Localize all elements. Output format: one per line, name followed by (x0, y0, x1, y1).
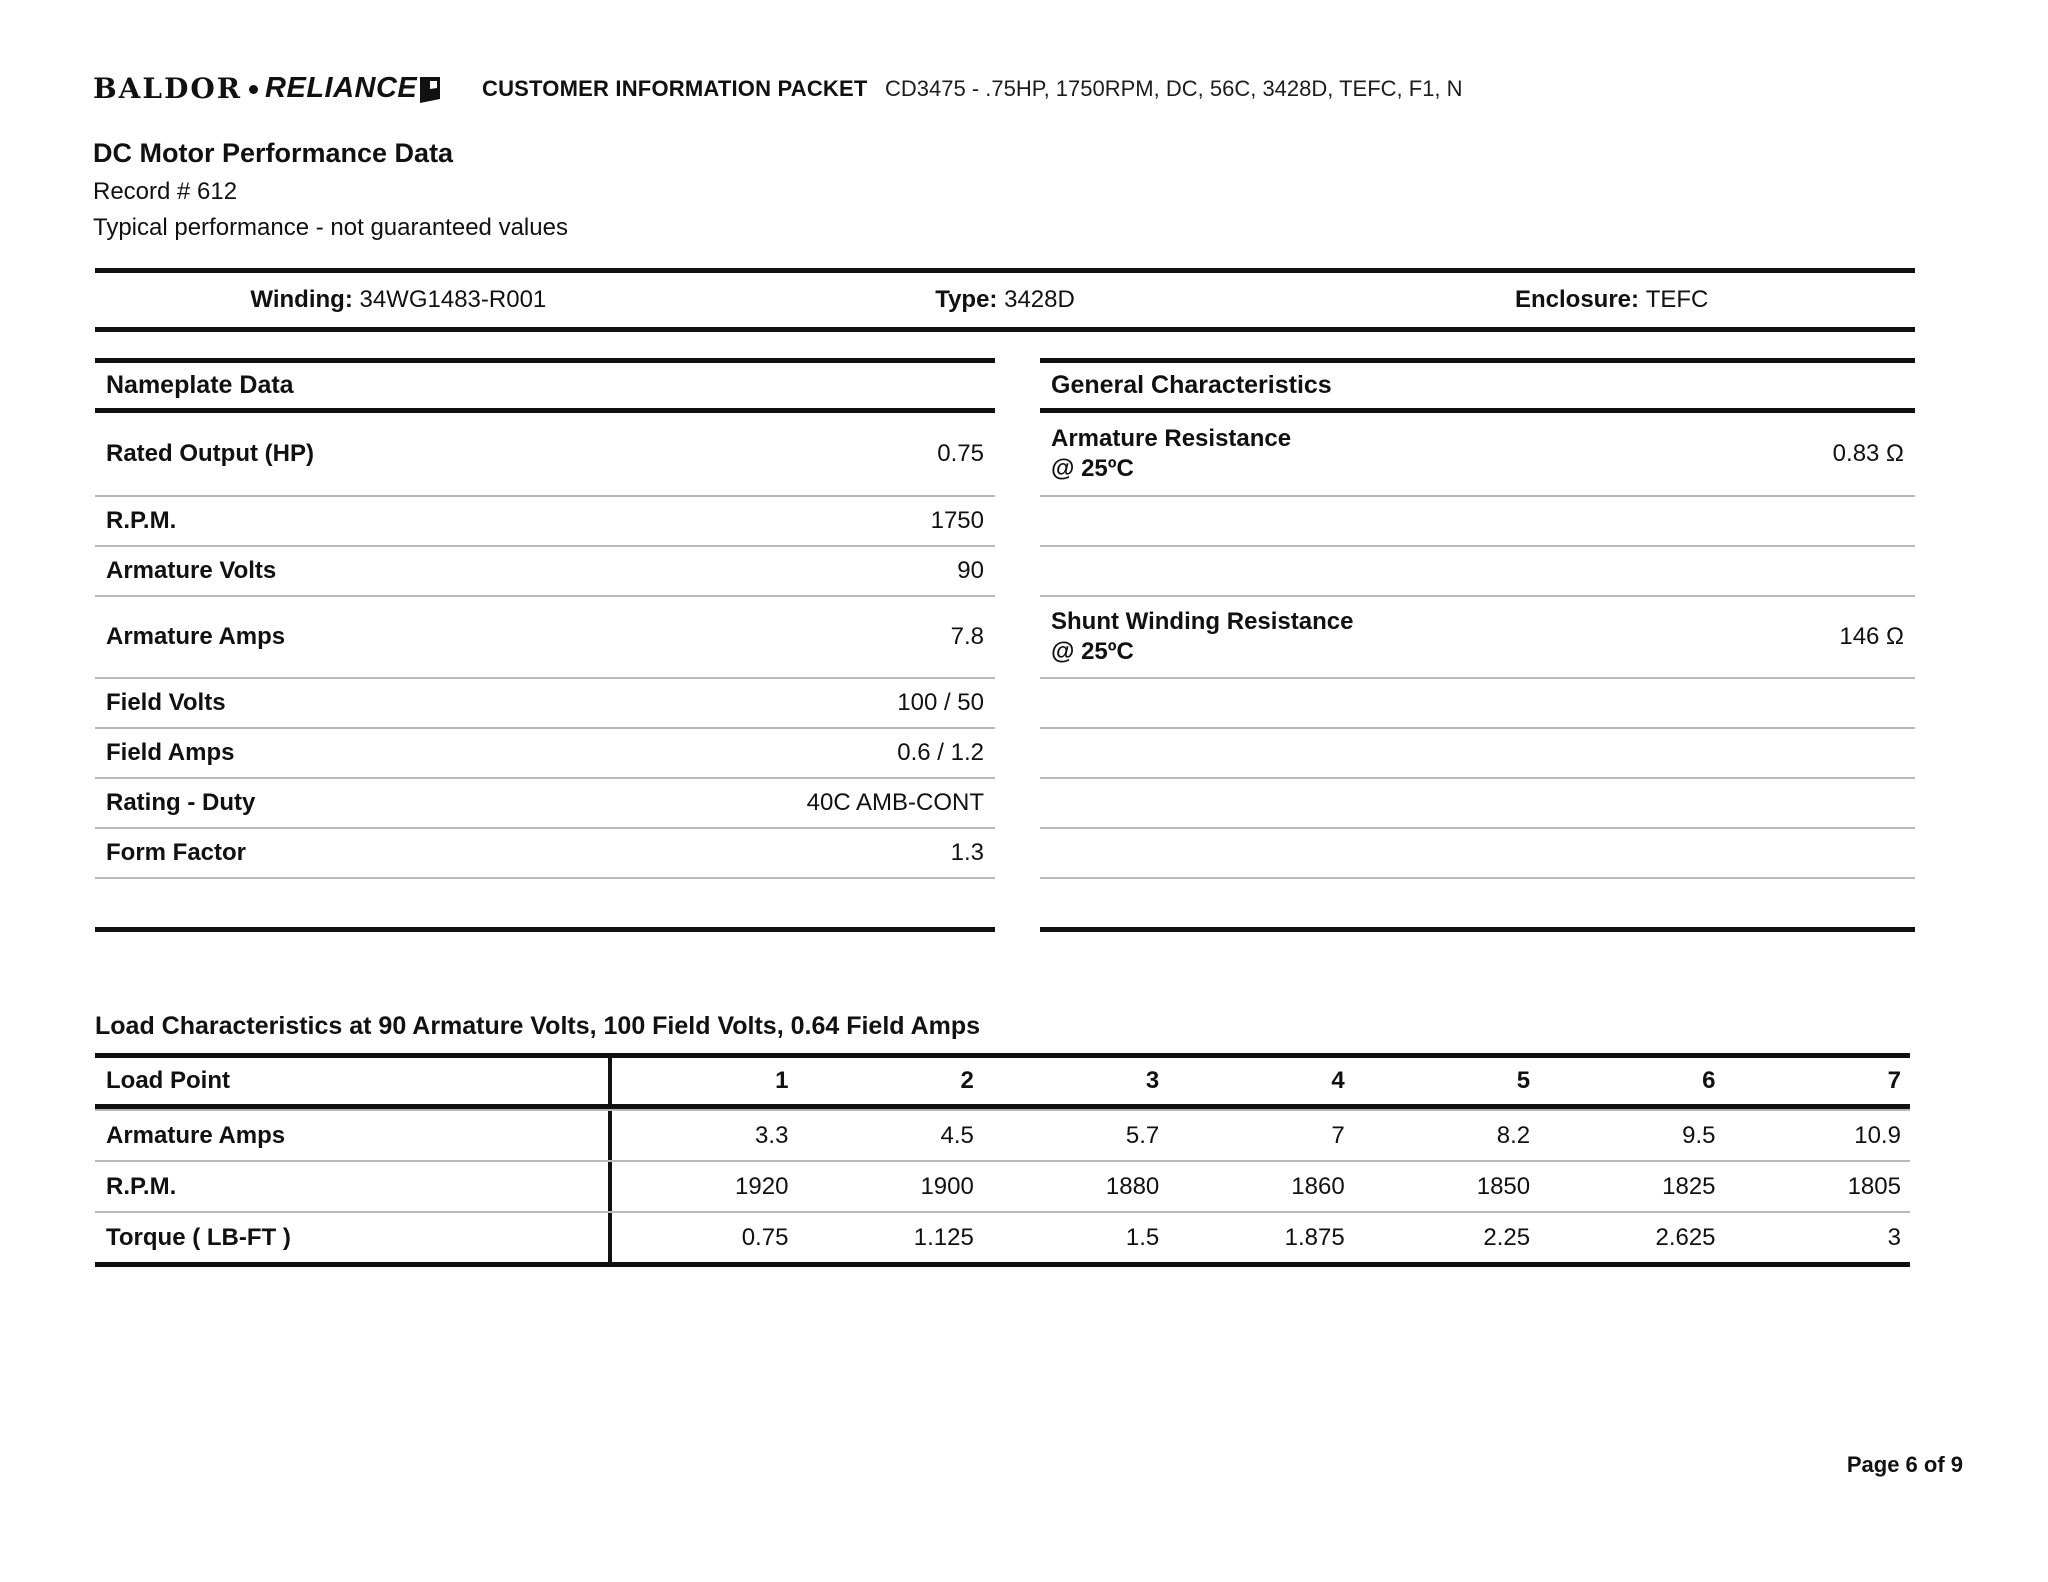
nameplate-title: Nameplate Data (95, 363, 995, 413)
baldor-reliance-logo (93, 72, 440, 105)
row-label: Field Amps (106, 739, 235, 766)
row-value: 40C AMB-CONT (806, 789, 984, 816)
row-values (608, 1111, 1910, 1160)
table-row (95, 677, 995, 727)
cell-value: 8.2 (1496, 1121, 1531, 1149)
empty-row (1040, 877, 1915, 927)
load-data-row (95, 1160, 1910, 1211)
cell-value: 0.75 (741, 1223, 789, 1251)
row-label: Form Factor (106, 839, 247, 866)
cell-value: 5.7 (1125, 1121, 1160, 1149)
row-value: 146 Ω (1839, 623, 1904, 650)
cell-value: 9.5 (1682, 1121, 1716, 1149)
row-label: Rating - Duty (106, 789, 256, 816)
row-label-line1: Armature Resistance (1051, 425, 1292, 452)
cell-value: 1825 (1662, 1172, 1716, 1200)
column-header: 1 (775, 1067, 789, 1094)
logo-flag-icon (420, 77, 440, 103)
cell-value: 1.125 (913, 1223, 974, 1251)
page-header (93, 70, 1963, 110)
row-label: Field Volts (106, 689, 226, 716)
table-row (95, 727, 995, 777)
performance-note: Typical performance - not guaranteed values (93, 214, 568, 241)
page-number: Page 6 of 9 (1846, 1452, 1963, 1477)
logo-reliance-text: RELIANCE (265, 72, 418, 104)
column-header: 4 (1331, 1067, 1345, 1094)
cell-value: 2.25 (1483, 1223, 1531, 1251)
row-label: Rated Output (HP) (106, 440, 314, 467)
table-row (95, 545, 995, 595)
table-row (1040, 595, 1915, 677)
row-label: Armature Volts (106, 557, 277, 584)
type-cell (702, 273, 1309, 327)
load-point-label: Load Point (106, 1067, 230, 1094)
table-row (95, 595, 995, 677)
load-header-columns (608, 1058, 1910, 1104)
general-characteristics-table (1040, 358, 1915, 932)
winding-cell (95, 273, 702, 327)
column-header: 2 (960, 1067, 974, 1094)
row-value: 1.3 (950, 839, 984, 866)
cell-value: 1850 (1476, 1172, 1531, 1200)
row-label-line2: @ 25ºC (1051, 455, 1134, 482)
intro-block (93, 138, 568, 250)
cell-value: 10.9 (1854, 1121, 1901, 1149)
cell-value: 1880 (1105, 1172, 1160, 1200)
empty-row (1040, 677, 1915, 727)
packet-title: CUSTOMER INFORMATION PACKET (482, 76, 868, 101)
row-label: R.P.M. (106, 1172, 177, 1200)
enclosure-cell (1308, 273, 1915, 327)
row-value: 0.83 Ω (1832, 440, 1904, 467)
table-row (95, 413, 995, 495)
column-header: 3 (1145, 1067, 1160, 1094)
winding-value: 34WG1483-R001 (359, 286, 547, 313)
row-value: 7.8 (950, 623, 984, 650)
row-label (1051, 607, 1353, 667)
load-header-row (95, 1058, 1910, 1109)
cell-value: 2.625 (1655, 1223, 1716, 1251)
column-header: 5 (1516, 1067, 1531, 1094)
cell-value: 4.5 (940, 1121, 974, 1149)
table-row (1040, 413, 1915, 495)
cell-value: 1.5 (1125, 1223, 1160, 1251)
type-label: Type: (935, 286, 1005, 313)
empty-row (1040, 495, 1915, 545)
cell-value: 1.875 (1284, 1223, 1345, 1251)
cell-value: 1805 (1847, 1172, 1901, 1200)
general-title: General Characteristics (1040, 363, 1915, 413)
cell-value: 3.3 (755, 1121, 789, 1149)
load-characteristics-table (95, 1053, 1910, 1267)
logo-dot-icon (249, 85, 258, 94)
type-value: 3428D (1004, 286, 1075, 313)
cell-value: 1920 (735, 1172, 789, 1200)
winding-bar (95, 268, 1915, 332)
empty-row (1040, 827, 1915, 877)
winding-label: Winding: (250, 286, 360, 313)
enclosure-value: TEFC (1645, 286, 1709, 313)
row-value: 100 / 50 (897, 689, 984, 716)
row-label: R.P.M. (106, 507, 177, 534)
empty-row (1040, 777, 1915, 827)
table-row (95, 827, 995, 877)
cell-value: 7 (1331, 1121, 1345, 1149)
load-characteristics-title: Load Characteristics at 90 Armature Volts, 100 Field Volts, 0.64 Field Amps (95, 1012, 981, 1040)
nameplate-table (95, 358, 995, 932)
column-header: 6 (1702, 1067, 1716, 1094)
section-title: DC Motor Performance Data (93, 138, 454, 168)
row-label: Armature Amps (106, 1121, 286, 1149)
cell-value: 1900 (920, 1172, 974, 1200)
row-value: 1750 (930, 507, 984, 534)
record-number: Record # 612 (93, 178, 238, 205)
row-label: Armature Amps (106, 623, 286, 650)
cell-value: 3 (1887, 1223, 1901, 1251)
product-code: CD3475 - .75HP, 1750RPM, DC, 56C, 3428D, TEFC, F1, N (885, 76, 1463, 101)
row-label: Torque ( LB-FT ) (106, 1223, 291, 1251)
load-data-row (95, 1211, 1910, 1262)
row-value: 0.6 / 1.2 (897, 739, 984, 766)
table-row (95, 495, 995, 545)
load-data-row (95, 1109, 1910, 1160)
enclosure-label: Enclosure: (1514, 286, 1646, 313)
row-values (608, 1213, 1910, 1262)
row-value: 0.75 (937, 440, 984, 467)
cell-value: 1860 (1291, 1172, 1345, 1200)
row-label-line1: Shunt Winding Resistance (1051, 608, 1354, 635)
empty-row (95, 877, 995, 927)
column-header: 7 (1887, 1067, 1901, 1094)
logo-baldor-text: BALDOR (93, 72, 243, 105)
row-values (608, 1162, 1910, 1211)
empty-row (1040, 727, 1915, 777)
row-label-line2: @ 25ºC (1051, 638, 1134, 665)
data-tables (95, 358, 1915, 932)
row-label (1051, 424, 1291, 484)
table-row (95, 777, 995, 827)
row-value: 90 (957, 557, 984, 584)
empty-row (1040, 545, 1915, 595)
